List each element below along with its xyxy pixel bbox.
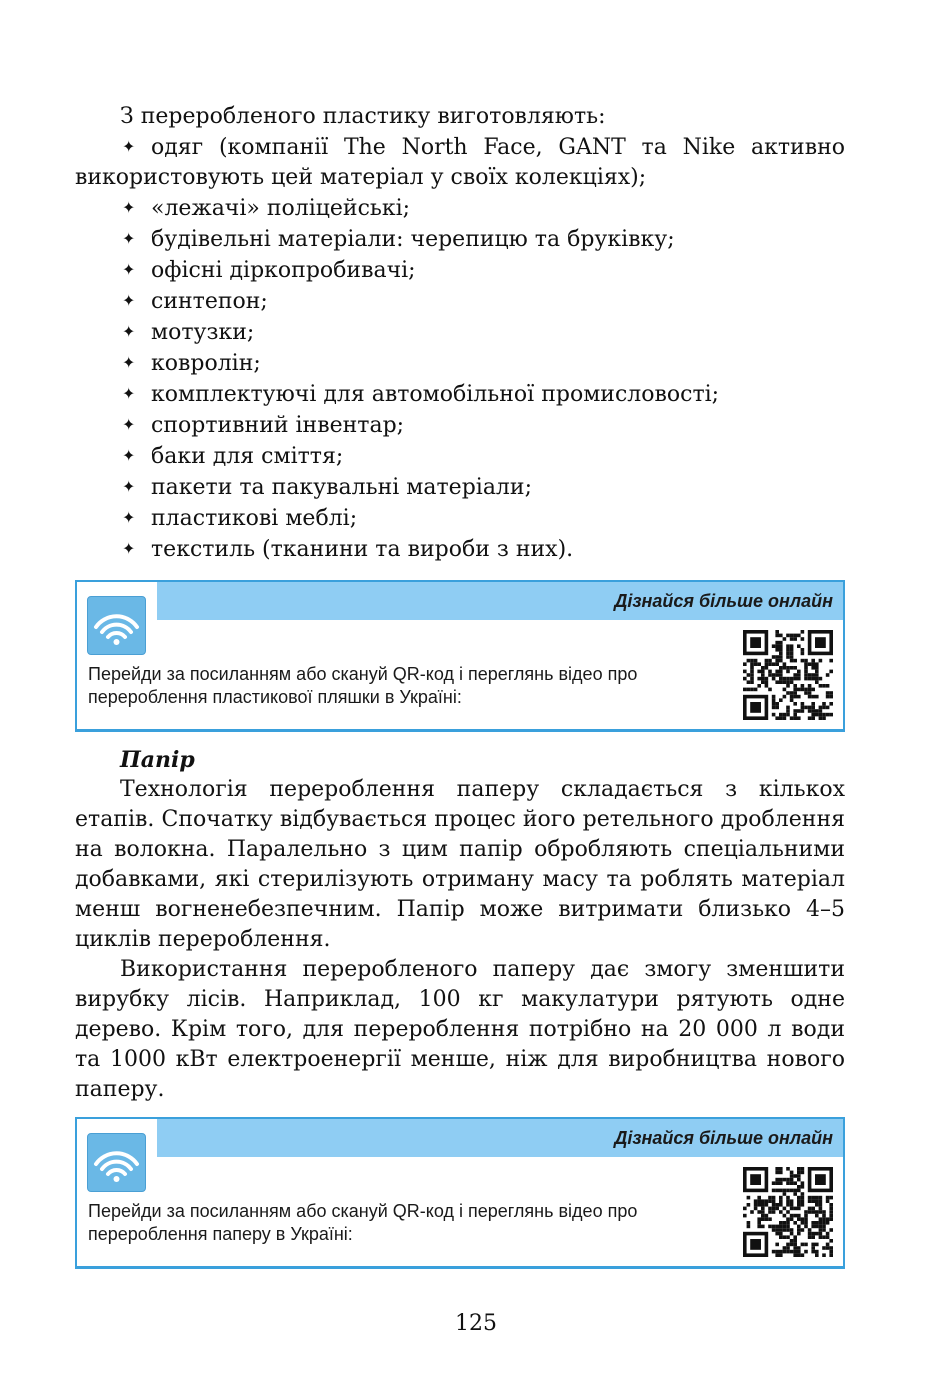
- star-bullet-icon: ✦: [122, 539, 136, 558]
- paragraph: Використання переробленого паперу дає змогу зменшити вирубку лісів. Наприклад, 100 кг макулатури рятують одне дерево. Крім того, для перероблення потрібно на 20 000 л води та 1000 кВт електроенергії менше, ніж для виробництва нового паперу.: [75, 957, 845, 1102]
- star-bullet-icon: ✦: [122, 198, 136, 217]
- list-item: ✦ синтепон;: [75, 286, 845, 317]
- star-bullet-icon: ✦: [122, 322, 136, 341]
- star-bullet-icon: ✦: [122, 353, 136, 372]
- box-description: Перейди за посиланням або скануй QR-код і переглянь відео про перероблення паперу в Україні:: [88, 1201, 638, 1244]
- wifi-icon[interactable]: [87, 1133, 146, 1192]
- wifi-icon[interactable]: [87, 596, 146, 655]
- section-heading: Папір: [120, 747, 195, 773]
- star-bullet-icon: ✦: [122, 508, 136, 527]
- list-item: ✦ баки для сміття;: [75, 441, 845, 472]
- star-bullet-icon: ✦: [122, 291, 136, 310]
- online-resource-box-paper: [75, 1117, 845, 1269]
- list-item: ✦ спортивний інвентар;: [75, 410, 845, 441]
- star-bullet-icon: ✦: [122, 229, 136, 248]
- qr-code-icon[interactable]: [743, 630, 833, 720]
- list-item: ✦ текстиль (тканини та вироби з них).: [75, 534, 845, 565]
- list-item: ✦ комплектуючі для автомобільної промисловості;: [75, 379, 845, 410]
- list-item: ✦ «лежачі» поліцейські;: [75, 193, 845, 224]
- box-description: Перейди за посиланням або скануй QR-код і переглянь відео про перероблення пластикової пляшки в Україні:: [88, 664, 638, 707]
- page-content: [75, 102, 845, 1269]
- star-bullet-icon: ✦: [122, 137, 136, 156]
- star-bullet-icon: ✦: [122, 260, 136, 279]
- online-banner: Дізнайся більше онлайн: [157, 582, 843, 620]
- star-bullet-icon: ✦: [122, 415, 136, 434]
- list-item: ✦ мотузки;: [75, 317, 845, 348]
- paragraph: Технологія перероблення паперу складається з кількох етапів. Спочатку відбувається процес його ретельного дроблення на волокна. Паралельно з цим папір обробляють спеціальними добавками, які стерилізують отриману масу та роблять матеріал менш вогненебезпечним. Папір може витримати близько 4–5 циклів перероблення.: [75, 777, 845, 952]
- qr-code-icon[interactable]: [743, 1167, 833, 1257]
- online-resource-box-plastic: [75, 580, 845, 732]
- list-item: ✦ пластикові меблі;: [75, 503, 845, 534]
- star-bullet-icon: ✦: [122, 384, 136, 403]
- intro-text: З переробленого пластику виготовляють:: [120, 104, 606, 129]
- star-bullet-icon: ✦: [122, 477, 136, 496]
- star-bullet-icon: ✦: [122, 446, 136, 465]
- list-item: ✦ офісні діркопробивачі;: [75, 255, 845, 286]
- list-item: ✦ одяг (компанії The North Face, GANT та Nike активно використовують цей матеріал у своїх колекціях);: [75, 132, 845, 193]
- list-item: ✦ пакети та пакувальні матеріали;: [75, 472, 845, 503]
- products-list: [75, 132, 845, 565]
- list-item: ✦ будівельні матеріали: черепицю та бруківку;: [75, 224, 845, 255]
- online-banner: Дізнайся більше онлайн: [157, 1119, 843, 1157]
- list-item: ✦ ковролін;: [75, 348, 845, 379]
- page-number: 125: [455, 1311, 497, 1336]
